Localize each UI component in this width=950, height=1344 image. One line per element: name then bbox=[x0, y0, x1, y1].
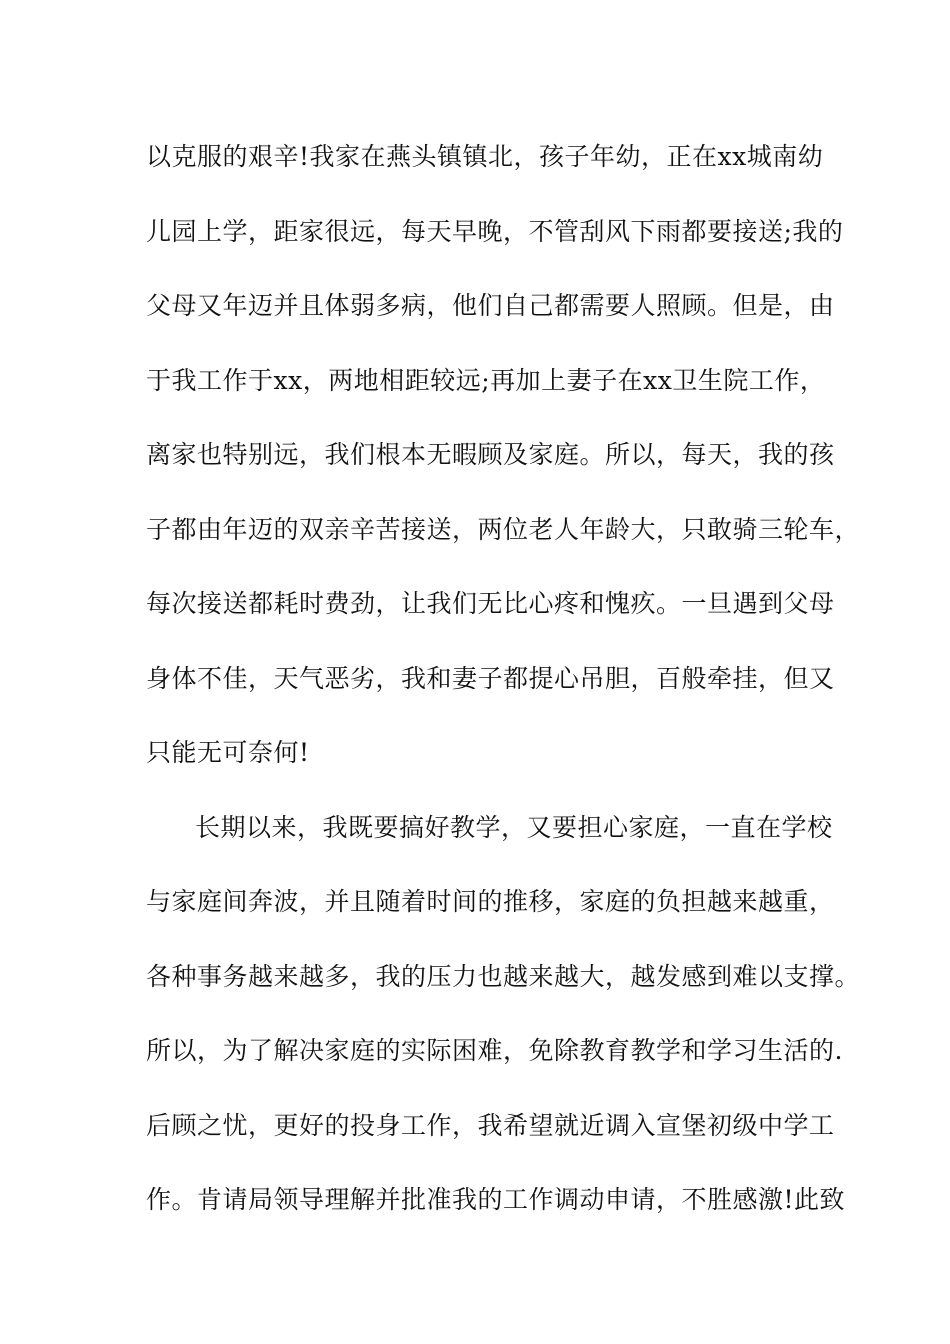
text-line: 各种事务越来越多，我的压力也越来越大，越发感到难以支撑。 bbox=[146, 961, 861, 991]
text-line: 与家庭间奔波，并且随着时间的推移，家庭的负担越来越重， bbox=[146, 887, 835, 916]
text-line: 于我工作于xx，两地相距较远;再加上妻子在xx卫生院工作， bbox=[146, 365, 826, 395]
paragraph-start-line: 长期以来，我既要搞好教学，又要担心家庭，一直在学校 bbox=[195, 812, 833, 842]
text-line: 只能无可奈何! bbox=[146, 738, 310, 767]
text-line: 离家也特别远，我们根本无暇顾及家庭。所以，每天，我的孩 bbox=[146, 440, 835, 469]
text-line: 子都由年迈的双亲辛苦接送，两位老人年龄大，只敢骑三轮车， bbox=[146, 514, 861, 544]
text-line: 作。肯请局领导理解并批准我的工作调动申请，不胜感激!此致 bbox=[146, 1185, 846, 1214]
text-line: 以克服的艰辛!我家在燕头镇镇北，孩子年幼，正在xx城南幼 bbox=[146, 142, 824, 171]
text-line: 所以，为了解决家庭的实际困难，免除教育教学和学习生活的. bbox=[146, 1036, 843, 1065]
text-line: 身体不佳，天气恶劣，我和妻子都提心吊胆，百般牵挂，但又 bbox=[146, 663, 835, 693]
body-text bbox=[146, 132, 861, 1250]
text-line: 每次接送都耗时费劲，让我们无比心疼和愧疚。一旦遇到父母 bbox=[146, 589, 835, 618]
text-line: 儿园上学，距家很远，每天早晚，不管刮风下雨都要接送;我的 bbox=[146, 216, 844, 246]
text-line: 后顾之忧，更好的投身工作，我希望就近调入宣堡初级中学工 bbox=[146, 1110, 835, 1140]
text-line: 父母又年迈并且体弱多病，他们自己都需要人照顾。但是，由 bbox=[146, 291, 835, 320]
